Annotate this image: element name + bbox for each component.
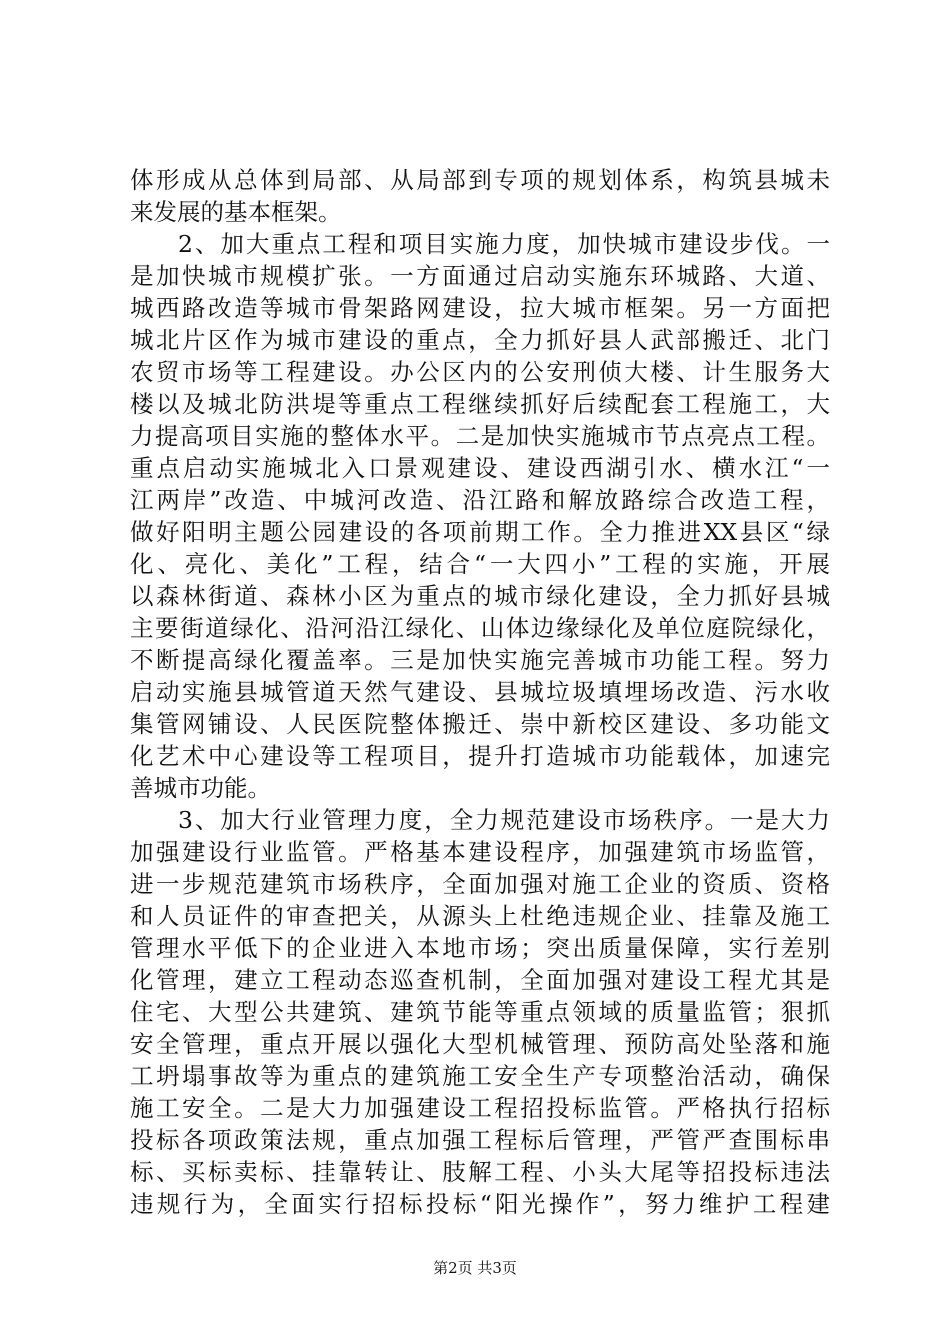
text-line: 江两岸”改造、中城河改造、沿江路和解放路综合改造工程， bbox=[130, 486, 830, 514]
text-line: 工坍塌事故等为重点的建筑施工安全生产专项整治活动，确保 bbox=[130, 1062, 830, 1090]
text-line: 不断提高绿化覆盖率。三是加快实施完善城市功能工程。努力 bbox=[130, 646, 830, 674]
text-line: 来发展的基本框架。 bbox=[130, 198, 342, 226]
paragraph-start-line: 3、加大行业管理力度，全力规范建设市场秩序。一是大力 bbox=[178, 806, 830, 834]
text-line: 进一步规范建筑市场秩序，全面加强对施工企业的资质、资格 bbox=[130, 870, 830, 898]
text-line: 集管网铺设、人民医院整体搬迁、崇中新校区建设、多功能文 bbox=[130, 710, 830, 738]
text-line: 安全管理，重点开展以强化大型机械管理、预防高处坠落和施 bbox=[130, 1030, 830, 1058]
text-line: 化管理，建立工程动态巡查机制，全面加强对建设工程尤其是 bbox=[130, 966, 830, 994]
text-line: 启动实施县城管道天然气建设、县城垃圾填埋场改造、污水收 bbox=[130, 678, 830, 706]
text-line: 住宅、大型公共建筑、建筑节能等重点领域的质量监管；狠抓 bbox=[130, 998, 830, 1026]
text-line: 标、买标卖标、挂靠转让、肢解工程、小头大尾等招投标违法 bbox=[130, 1158, 830, 1186]
text-line: 善城市功能。 bbox=[130, 774, 271, 802]
paragraph-start-line: 2、加大重点工程和项目实施力度，加快城市建设步伐。一 bbox=[178, 230, 830, 258]
text-line: 重点启动实施城北入口景观建设、建设西湖引水、横水江“一 bbox=[130, 454, 830, 482]
text-line: 楼以及城北防洪堤等重点工程继续抓好后续配套工程施工，大 bbox=[130, 390, 830, 418]
text-line: 是加快城市规模扩张。一方面通过启动实施东环城路、大道、 bbox=[130, 262, 830, 290]
text-line: 和人员证件的审查把关，从源头上杜绝违规企业、挂靠及施工 bbox=[130, 902, 830, 930]
page-footer: 第2页 共3页 bbox=[433, 1259, 517, 1277]
text-line: 管理水平低下的企业进入本地市场；突出质量保障，实行差别 bbox=[130, 934, 830, 962]
text-line: 力提高项目实施的整体水平。二是加快实施城市节点亮点工程。 bbox=[130, 422, 830, 450]
text-line: 主要街道绿化、沿河沿江绿化、山体边缘绿化及单位庭院绿化， bbox=[130, 614, 830, 642]
text-line: 城西路改造等城市骨架路网建设，拉大城市框架。另一方面把 bbox=[130, 294, 830, 322]
text-line: 违规行为，全面实行招标投标“阳光操作”，努力维护工程建 bbox=[130, 1190, 830, 1218]
text-line: 农贸市场等工程建设。办公区内的公安刑侦大楼、计生服务大 bbox=[130, 358, 830, 386]
text-line: 投标各项政策法规，重点加强工程标后管理，严管严查围标串 bbox=[130, 1126, 830, 1154]
text-line: 化艺术中心建设等工程项目，提升打造城市功能载体，加速完 bbox=[130, 742, 830, 770]
text-line: 城北片区作为城市建设的重点，全力抓好县人武部搬迁、北门 bbox=[130, 326, 830, 354]
text-line: 加强建设行业监管。严格基本建设程序，加强建筑市场监管， bbox=[130, 838, 830, 866]
text-line: 以森林街道、森林小区为重点的城市绿化建设，全力抓好县城 bbox=[130, 582, 830, 610]
text-line: 施工安全。二是大力加强建设工程招投标监管。严格执行招标 bbox=[130, 1094, 830, 1122]
text-line: 做好阳明主题公园建设的各项前期工作。全力推进XX县区“绿 bbox=[130, 518, 830, 546]
text-line: 体形成从总体到局部、从局部到专项的规划体系，构筑县城未 bbox=[130, 166, 830, 194]
text-line: 化、亮化、美化”工程，结合“一大四小”工程的实施，开展 bbox=[130, 550, 830, 578]
